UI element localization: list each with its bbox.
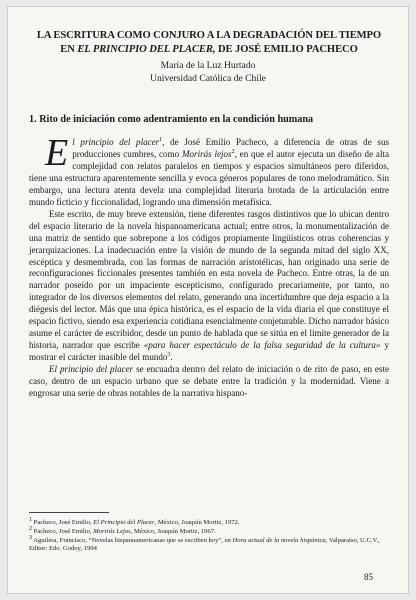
title-prefix: EN <box>60 44 78 55</box>
paragraph-text: se encuadra dentro del relato de iniciación o de rito de paso, en este caso, dentro de un espacio urbano que se debate entre la tradición y la modernidad. Viene a engrosar una serie de obras notables de la narrativa hispano- <box>29 364 389 399</box>
article-body <box>29 132 389 400</box>
footnote-text: Pacheco, José Emilio, <box>33 519 94 526</box>
footnote-text: Pacheco, José Emilio, <box>33 527 94 535</box>
paragraph-text: Este escrito, de muy breve extensión, tiene diferentes rasgos distintivos que lo ubican dentro del espacio literario de la novela hispanoamericana actual; entre otros, la monumentalización de una matriz de sentido que sobrepone a los códigos propiamente lingüísticos otras coherencias y jerarquizaciones. La inadecuación entre la visión de mundo de la segunda mitad del siglo XX, escéptica y desmembrada, con las formas de narración aristotélicas, han originado una serie de reconfiguraciones ficcionales presentes también en esta novela de Pacheco. Entre otras, la de un narrador poseído por un impaciente escepticismo, configurado precariamente, por tanto, no integrador de los diversos elementos del relato, generando una incertidumbre que deja espacio a la diégesis del lector. Más que una épica histórica, es el espacio de la vida diaria el que constituye el espacio fictivo, siendo esa experiencia cotidiana esencialmente conjeturable. Dicho narrador básico asume el carácter de escribidor, desde un punto de hablada que se sitúa en el límite generador de la historia, narrador que escribe <box>29 208 389 351</box>
paragraph-text: , de José Emilio Pacheco, a diferencia de otras de sus producciones cumbres, como <box>72 137 389 159</box>
footnote-number: 2 <box>29 525 32 532</box>
title-suffix: DE JOSÉ EMILIO PACHECO <box>215 44 358 55</box>
author-affiliation: Universidad Católica de Chile <box>150 73 266 84</box>
section-heading: 1. Rito de iniciación como adentramiento en la condición humana <box>29 114 314 125</box>
footnote-number: 3 <box>29 534 32 541</box>
book-title-italic: l principio del placer <box>72 137 160 147</box>
footnote-title: Morirás Lejos <box>93 527 131 535</box>
footnote-text: Aguilera, Francisco, “Novelas hispanoamericanas que se escriben hoy”, en <box>33 536 233 544</box>
footnote-divider <box>29 512 109 513</box>
footnote-ref: 3 <box>167 352 171 359</box>
footnote-number: 1 <box>29 516 32 523</box>
document-page <box>7 6 409 594</box>
article-title-line-1: LA ESCRITURA COMO CONJURO A LA DEGRADACIÓN DEL TIEMPO <box>36 30 382 41</box>
paragraph-text: , en que el autor ejecuta un diseño de alta complejidad con relatos paralelos en tiempos y espacios simultáneos pero diferidos, tiene una estructura aparentemente sencilla y evoca géneros populares de tono melodramático. Sin embargo, una lectura atenta devela una complejidad literaria brotada de la articulación entre mundo ficticio y ficcionalidad, logrando una dimensión metafísica. <box>29 148 389 207</box>
title-book-name: EL PRINCIPIO DEL PLACER, <box>77 44 216 55</box>
book-title-italic: El principio del placer <box>49 364 134 375</box>
footnote <box>29 525 391 537</box>
drop-cap: E <box>45 132 69 174</box>
article-title-line-2 <box>20 43 398 56</box>
book-title-italic: Morirás lejos <box>181 148 232 159</box>
footnote <box>29 516 391 528</box>
paragraph-3 <box>29 364 389 400</box>
footnote-ref: 2 <box>231 148 235 155</box>
footnote-title: Hora actual de la novela hispánica <box>232 536 326 544</box>
author-name: María de la Luz Hurtado <box>160 60 256 71</box>
footnote-text: , Valparaíso, U.C.V., Editor: Edo. Godoy, 1994 <box>29 536 380 553</box>
footnote-text: , México, Joaquín Mortiz, 1972. <box>154 519 240 526</box>
footnote-text: , México, Joaquín Mortiz, 1967. <box>130 527 216 535</box>
quote-italic: «para hacer espectáculo de la falsa seguridad de la cultura» <box>143 340 381 351</box>
paragraph-intro <box>29 132 389 209</box>
paragraph-2 <box>29 209 389 364</box>
footnote <box>29 534 391 555</box>
footnote-title: El Principio del Placer <box>93 519 155 526</box>
page-number: 85 <box>364 572 373 582</box>
paragraph-text: y mostrar el carácter inasible del mundo <box>29 340 389 363</box>
footnotes <box>29 516 391 554</box>
paragraph-text: . <box>170 352 173 363</box>
footnote-ref: 1 <box>159 136 163 143</box>
